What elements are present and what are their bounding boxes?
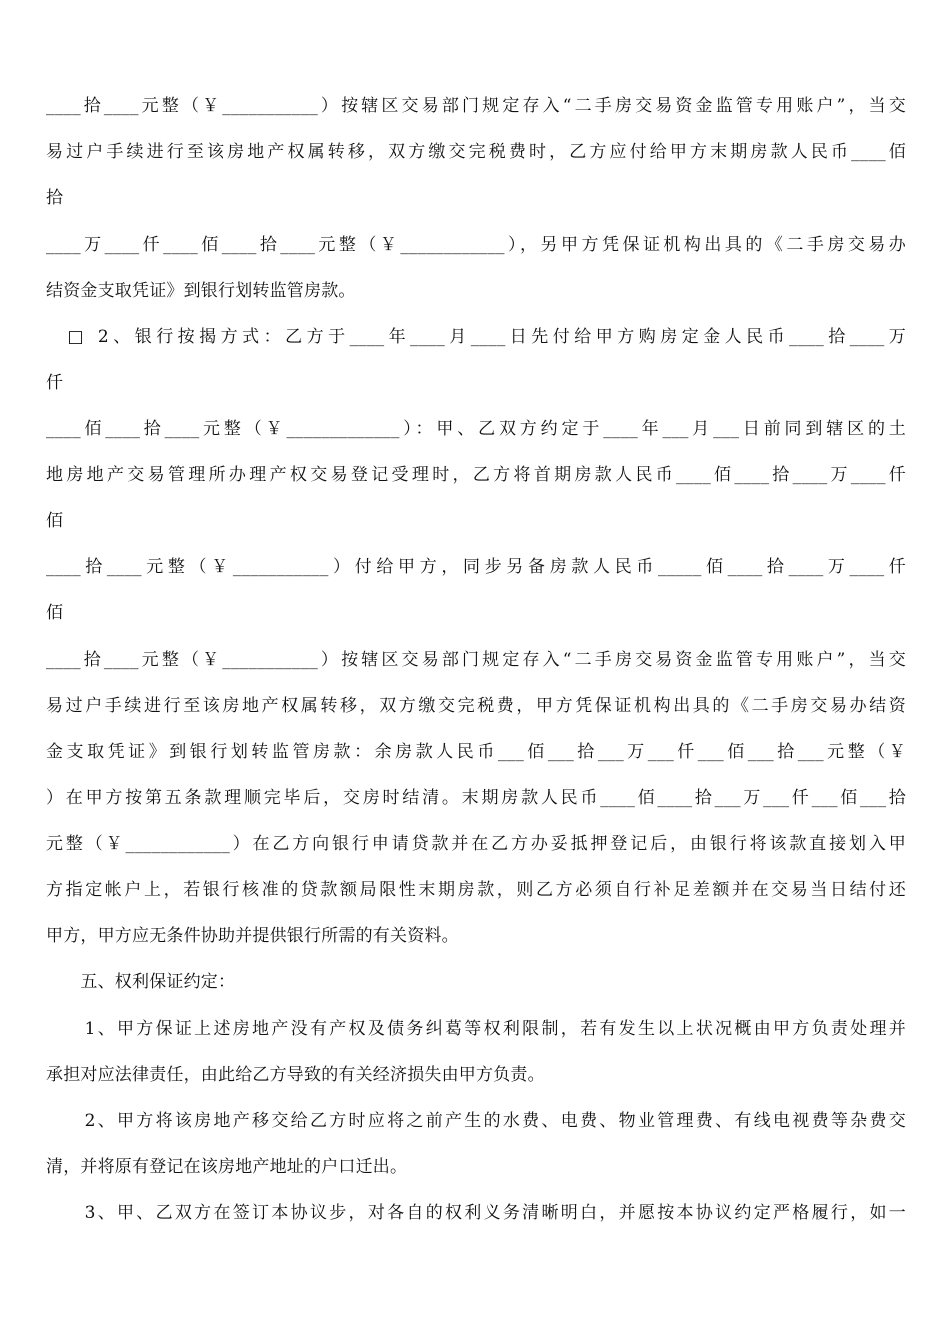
text-line: 3、甲、乙双方在签订本协议步，对各自的权利义务清晰明白，并愿按本协议约定严格履行，如一 — [46, 1203, 906, 1223]
text-line: 元整（￥____________）在乙方向银行申请贷款并在乙方办妥抵押登记后，由银行将该款直接划入甲 — [46, 834, 906, 854]
text-line: 结资金支取凭证》到银行划转监管房款。 — [46, 281, 356, 301]
text-line: □ 2、银行按揭方式：乙方于____年____月____日先付给甲方购房定金人民币____拾____万 — [46, 327, 906, 347]
text-line: 金支取凭证》到银行划转监管房款：余房款人民币___佰___拾___万___仟___佰___拾___元整（￥ — [46, 742, 906, 762]
text-line: ____万____仟____佰____拾____元整（￥____________），另甲方凭保证机构出具的《二手房交易办 — [46, 235, 906, 255]
text-line: ____佰____拾____元整（￥_____________）：甲、乙双方约定于____年___月___日前同到辖区的土 — [46, 419, 906, 439]
text-line: 佰 — [46, 511, 64, 531]
section-heading: 五、权利保证约定： — [46, 972, 236, 992]
text-line: ____拾____元整（￥___________）按辖区交易部门规定存入“二手房交易资金监管专用账户”，当交 — [46, 650, 906, 670]
text-line: 易过户手续进行至该房地产权属转移，双方缴交完税费时，乙方应付给甲方末期房款人民币____佰 — [46, 142, 906, 162]
text-line: 易过户手续进行至该房地产权属转移，双方缴交完税费，甲方凭保证机构出具的《二手房交易办结资 — [46, 696, 906, 716]
text-line: ）在甲方按第五条款理顺完毕后，交房时结清。末期房款人民币____佰____拾___万___仟___佰___拾 — [46, 788, 906, 808]
text-line: 拾 — [46, 188, 64, 208]
text-line: 地房地产交易管理所办理产权交易登记受理时，乙方将首期房款人民币____佰____拾____万____仟 — [46, 465, 906, 485]
text-line: 甲方，甲方应无条件协助并提供银行所需的有关资料。 — [46, 926, 459, 946]
text-line: ____拾____元整（￥___________）按辖区交易部门规定存入“二手房交易资金监管专用账户”，当交 — [46, 96, 906, 116]
text-line: 2、甲方将该房地产移交给乙方时应将之前产生的水费、电费、物业管理费、有线电视费等杂费交 — [46, 1111, 906, 1131]
text-line: 仟 — [46, 373, 64, 393]
text-line: 1、甲方保证上述房地产没有产权及债务纠葛等权利限制，若有发生以上状况概由甲方负责处理并 — [46, 1019, 906, 1039]
text-line: 方指定帐户上，若银行核准的贷款额局限性末期房款，则乙方必须自行补足差额并在交易当日结付还 — [46, 880, 906, 900]
text-line: 佰 — [46, 603, 64, 623]
text-line: 清，并将原有登记在该房地产地址的户口迁出。 — [46, 1157, 408, 1177]
text-line: ____拾____元整（￥___________）付给甲方，同步另备房款人民币_____佰____拾____万____仟 — [46, 557, 906, 577]
text-line: 承担对应法律责任，由此给乙方导致的有关经济损失由甲方负责。 — [46, 1065, 545, 1085]
